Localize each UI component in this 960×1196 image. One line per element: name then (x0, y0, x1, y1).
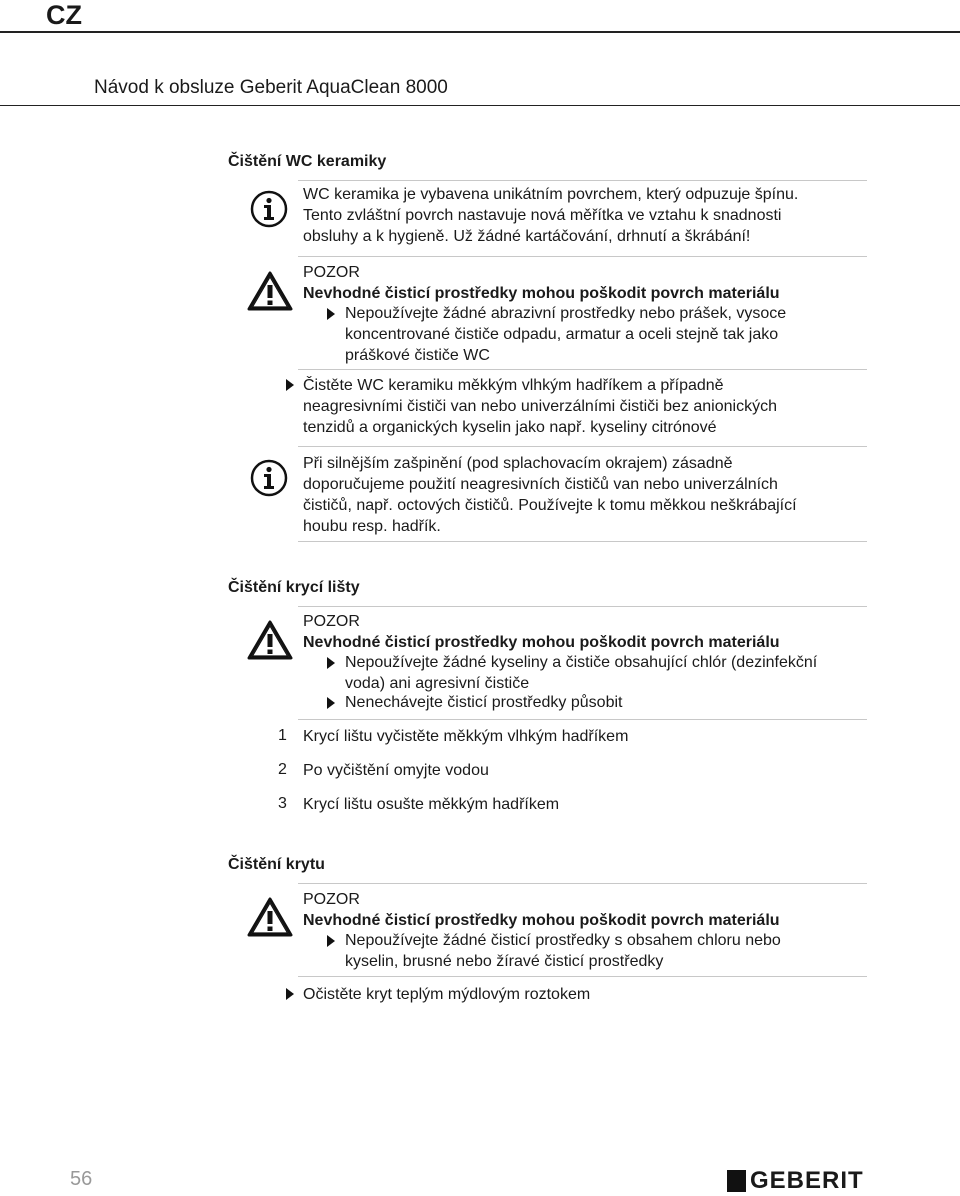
warning-bullet (345, 930, 781, 972)
warning-label: POZOR (303, 613, 360, 630)
step-text: Krycí lištu vyčistěte měkkým vlhkým hadříkem (303, 728, 629, 745)
text-line: houbu resp. hadřík. (303, 518, 441, 535)
warning-title: Nevhodné čisticí prostředky mohou poškodit povrch materiálu (303, 285, 780, 302)
header-rule (0, 31, 960, 33)
text-line: Nepoužívejte žádné kyseliny a čističe obsahující chlór (dezinfekční (345, 654, 818, 671)
action-text: Očistěte kryt teplým mýdlovým roztokem (303, 986, 591, 1003)
document-title: Návod k obsluze Geberit AquaClean 8000 (94, 77, 448, 98)
arrow-right-icon (327, 308, 335, 320)
warning-triangle-icon (247, 620, 293, 660)
arrow-right-icon (286, 379, 294, 391)
text-line: neagresivními čističi van nebo univerzálními čističi bez anionických (303, 398, 777, 415)
step-text: Po vyčištění omyjte vodou (303, 762, 489, 779)
separator (298, 369, 867, 370)
step-number: 2 (278, 761, 287, 778)
title-rule (0, 105, 960, 106)
info-paragraph (303, 453, 797, 537)
warning-label: POZOR (303, 891, 360, 908)
warning-title: Nevhodné čisticí prostředky mohou poškodit povrch materiálu (303, 634, 780, 651)
separator (298, 446, 867, 447)
separator (298, 976, 867, 977)
separator (298, 606, 867, 607)
arrow-right-icon (327, 935, 335, 947)
text-line: Nepoužívejte žádné čisticí prostředky s obsahem chloru nebo (345, 932, 781, 949)
warning-triangle-icon (247, 897, 293, 937)
text-line: tenzidů a organických kyselin jako např. kyseliny citrónové (303, 419, 717, 436)
text-line: obsluhy a k hygieně. Už žádné kartáčování, drhnutí a škrábání! (303, 228, 751, 245)
warning-label: POZOR (303, 264, 360, 281)
warning-bullet (345, 303, 786, 366)
separator (298, 541, 867, 542)
separator (298, 883, 867, 884)
info-paragraph (303, 184, 798, 247)
section-heading-cover-strip: Čištění krycí lišty (228, 579, 360, 596)
text-line: čističů, např. octových čističů. Používejte k tomu měkkou neškrábající (303, 497, 797, 514)
arrow-right-icon (286, 988, 294, 1000)
warning-bullet (345, 652, 817, 694)
text-line: Nepoužívejte žádné abrazivní prostředky nebo prášek, vysoce (345, 305, 787, 322)
language-code: CZ (46, 0, 82, 30)
text-line: práškové čističe WC (345, 347, 490, 364)
arrow-right-icon (327, 657, 335, 669)
page-number: 56 (70, 1168, 93, 1190)
text-line: kyselin, brusné nebo žíravé čisticí prostředky (345, 953, 664, 970)
text-line: Čistěte WC keramiku měkkým vlhkým hadříkem a případně (303, 377, 724, 394)
warning-bullet: Nenechávejte čisticí prostředky působit (345, 694, 623, 711)
step-number: 1 (278, 727, 287, 744)
step-text: Krycí lištu osušte měkkým hadříkem (303, 796, 560, 813)
section-heading-housing: Čištění krytu (228, 856, 325, 873)
action-paragraph (303, 375, 777, 438)
info-icon (250, 190, 288, 228)
brand-logo: GEBERIT (750, 1167, 864, 1194)
text-line: Tento zvláštní povrch nastavuje nová měřítka ve vztahu k snadnosti (303, 207, 782, 224)
separator (298, 256, 867, 257)
text-line: koncentrované čističe odpadu, armatur a oceli stejně tak jako (345, 326, 779, 343)
text-line: WC keramika je vybavena unikátním povrchem, který odpuzuje špínu. (303, 186, 799, 203)
logo-mark (727, 1170, 746, 1192)
separator (298, 180, 867, 181)
section-heading-ceramics: Čištění WC keramiky (228, 153, 387, 170)
separator (298, 719, 867, 720)
text-line: voda) ani agresivní čističe (345, 675, 530, 692)
text-line: Při silnějším zašpinění (pod splachovacím okrajem) zásadně (303, 455, 733, 472)
text-line: doporučujeme použití neagresivních čističů van nebo univerzálních (303, 476, 778, 493)
arrow-right-icon (327, 697, 335, 709)
warning-triangle-icon (247, 271, 293, 311)
step-number: 3 (278, 795, 287, 812)
info-icon (250, 459, 288, 497)
warning-title: Nevhodné čisticí prostředky mohou poškodit povrch materiálu (303, 912, 780, 929)
